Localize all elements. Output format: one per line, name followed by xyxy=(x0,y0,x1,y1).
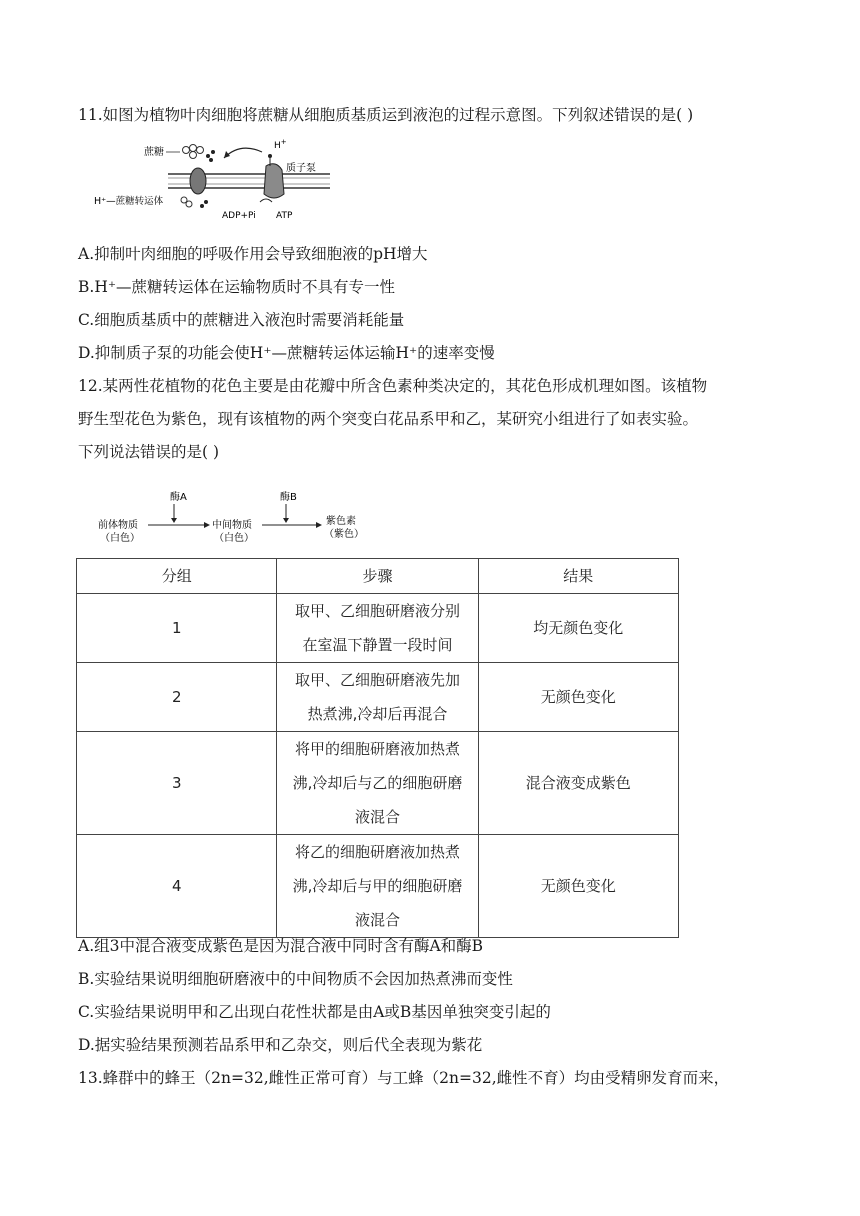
q12-experiment-table xyxy=(76,558,679,938)
q12-stem-line-2: 野生型花色为紫色，现有该植物的两个突变白花品系甲和乙，某研究小组进行了如表实验。 xyxy=(78,410,699,428)
q12-option-d: D.据实验结果预测若品系甲和乙杂交，则后代全表现为紫花 xyxy=(78,1036,483,1054)
h-label: H+ xyxy=(274,138,287,151)
enzyme-b-label: 酶B xyxy=(280,492,297,503)
q12-pathway-diagram xyxy=(96,488,376,548)
step-line: 取甲、乙细胞研磨液分别 xyxy=(294,602,460,620)
precursor-label: 前体物质 xyxy=(98,520,138,531)
precursor-color: （白色） xyxy=(100,533,140,544)
q11-option-b: B.H⁺—蔗糖转运体在运输物质时不具有专一性 xyxy=(78,278,396,296)
step-line: 在室温下静置一段时间 xyxy=(302,636,453,654)
pigment-label: 紫色素 xyxy=(326,516,356,527)
table-row xyxy=(77,732,679,835)
cell-step xyxy=(277,594,478,663)
cell-result: 无颜色变化 xyxy=(478,663,678,732)
step-line: 将乙的细胞研磨液加热煮 xyxy=(294,843,460,861)
table-header-row xyxy=(77,559,679,594)
cell-step xyxy=(277,835,478,938)
q12-option-a: A.组3中混合液变成紫色是因为混合液中同时含有酶A和酶B xyxy=(78,937,484,955)
q11-option-d: D.抑制质子泵的功能会使H⁺—蔗糖转运体运输H⁺的速率变慢 xyxy=(78,344,495,362)
cell-result: 均无颜色变化 xyxy=(478,594,678,663)
step-line: 热煮沸,冷却后再混合 xyxy=(307,705,448,723)
adp-label: ADP+Pi xyxy=(222,211,256,221)
q11-stem: 11.如图为植物叶肉细胞将蔗糖从细胞质基质运到液泡的过程示意图。下列叙述错误的是( ) xyxy=(78,106,694,124)
table-row xyxy=(77,594,679,663)
cell-group: 2 xyxy=(77,663,277,732)
header-result: 结果 xyxy=(478,559,678,594)
q11-option-c: C.细胞质基质中的蔗糖进入液泡时需要消耗能量 xyxy=(78,311,405,329)
step-line: 将甲的细胞研磨液加热煮 xyxy=(294,740,460,758)
step-line: 沸,冷却后与甲的细胞研磨 xyxy=(292,877,463,895)
step-line: 液混合 xyxy=(354,808,400,826)
cell-result: 混合液变成紫色 xyxy=(478,732,678,835)
cell-group: 4 xyxy=(77,835,277,938)
intermediate-color: （白色） xyxy=(214,533,254,544)
table-row xyxy=(77,835,679,938)
sucrose-label: 蔗糖 xyxy=(144,147,164,158)
step-line: 液混合 xyxy=(354,911,400,929)
atp-label: ATP xyxy=(276,211,293,221)
q12-stem-line-1: 12.某两性花植物的花色主要是由花瓣中所含色素种类决定的，其花色形成机理如图。该植物 xyxy=(78,377,708,395)
q11-option-a: A.抑制叶肉细胞的呼吸作用会导致细胞液的pH增大 xyxy=(78,245,428,263)
q13-stem: 13.蜂群中的蜂王（2n=32,雌性正常可育）与工蜂（2n=32,雌性不育）均由受精卵发育而来， xyxy=(78,1069,730,1087)
q12-stem-line-3: 下列说法错误的是( ) xyxy=(78,443,220,461)
header-step: 步骤 xyxy=(277,559,478,594)
header-group: 分组 xyxy=(77,559,277,594)
intermediate-label: 中间物质 xyxy=(212,520,252,531)
table-row xyxy=(77,663,679,732)
cell-step xyxy=(277,732,478,835)
q11-transport-diagram xyxy=(90,136,340,222)
q12-option-b: B.实验结果说明细胞研磨液中的中间物质不会因加热煮沸而变性 xyxy=(78,970,513,988)
cell-result: 无颜色变化 xyxy=(478,835,678,938)
pigment-color: （紫色） xyxy=(324,529,364,540)
step-line: 沸,冷却后与乙的细胞研磨 xyxy=(292,774,463,792)
cell-step xyxy=(277,663,478,732)
enzyme-a-label: 酶A xyxy=(170,492,187,503)
pump-label: 质子泵 xyxy=(286,163,316,174)
step-line: 取甲、乙细胞研磨液先加 xyxy=(294,671,460,689)
cell-group: 3 xyxy=(77,732,277,835)
cell-group: 1 xyxy=(77,594,277,663)
transporter-label: H⁺—蔗糖转运体 xyxy=(94,196,164,207)
q12-option-c: C.实验结果说明甲和乙出现白花性状都是由A或B基因单独突变引起的 xyxy=(78,1003,551,1021)
